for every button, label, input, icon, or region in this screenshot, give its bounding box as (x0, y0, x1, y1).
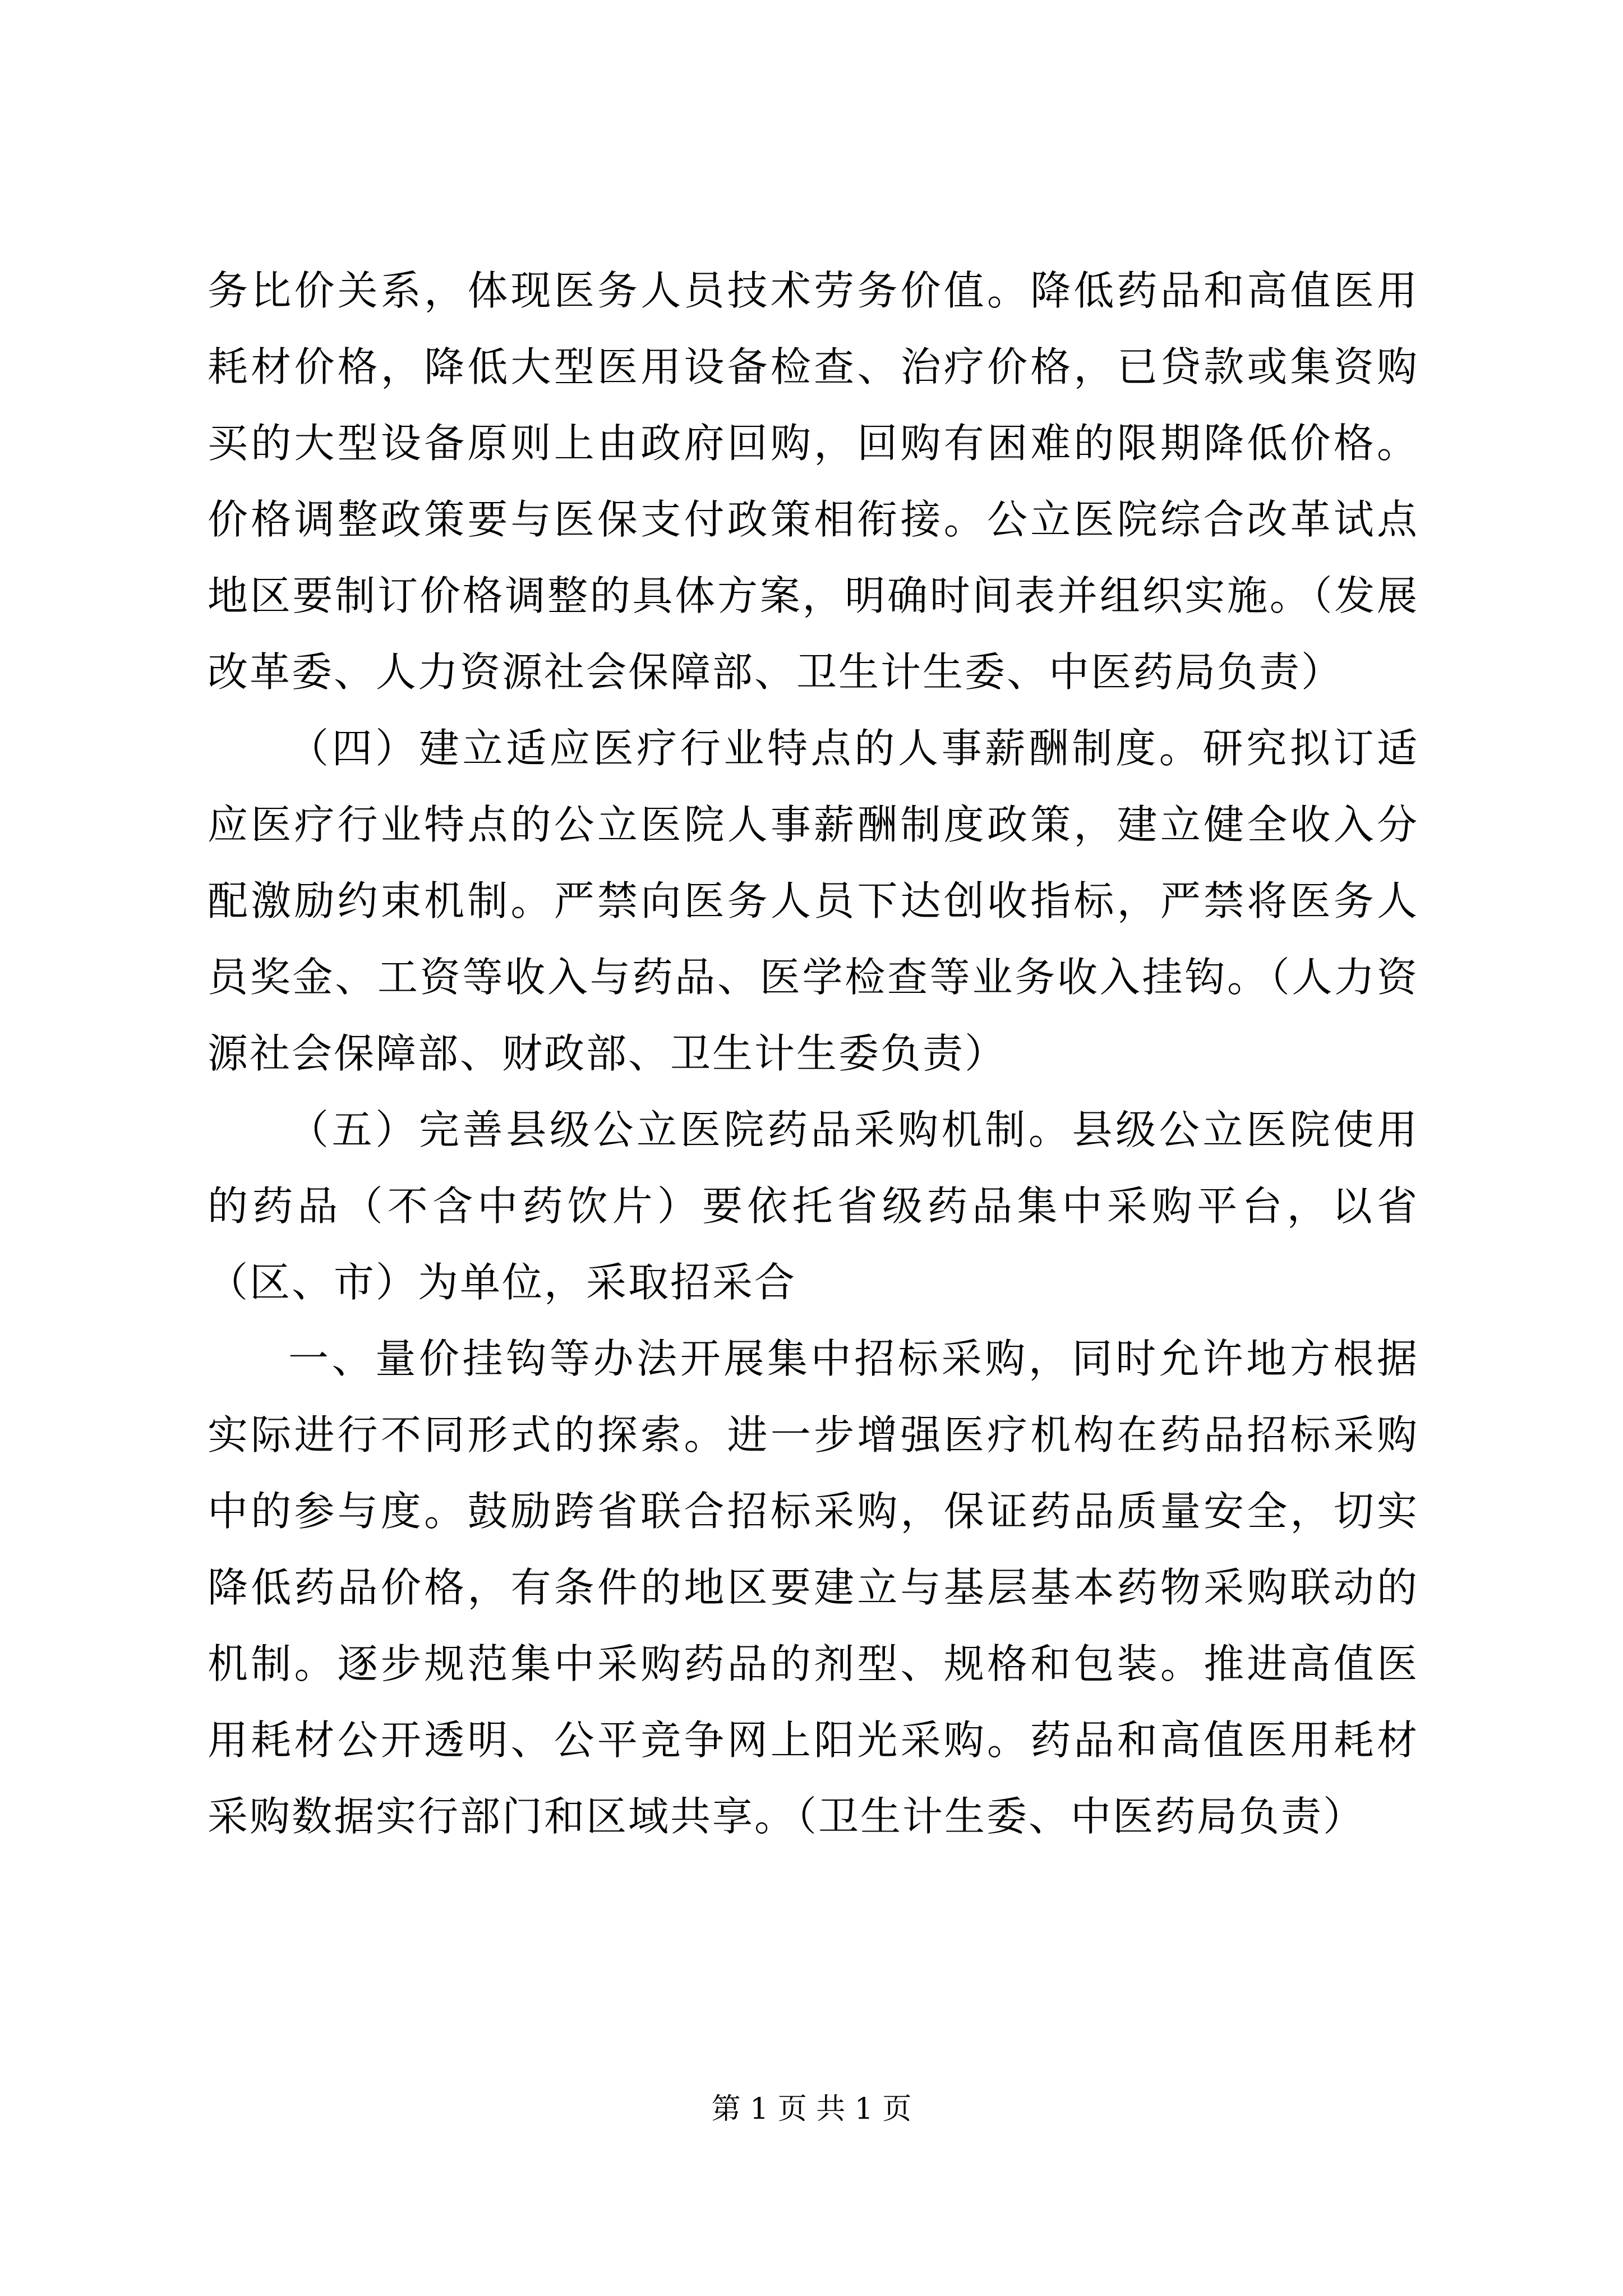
page-footer: 第 1 页 共 1 页 (711, 2092, 912, 2126)
paragraph-4: 一、量价挂钩等办法开展集中招标采购，同时允许地方根据实际进行不同形式的探索。进一步增强医疗机构在药品招标采购中的参与度。鼓励跨省联合招标采购，保证药品质量安全，切实降低药品价格，有条件的地区要建立与基层基本药物采购联动的机制。逐步规范集中采购药品的剂型、规格和包装。推进高值医用耗材公开透明、公平竞争网上阳光采购。药品和高值医用耗材采购数据实行部门和区域共享。（卫生计生委、中医药局负责） (208, 1335, 1419, 1840)
document-body (208, 252, 1419, 1855)
paragraph-3: （五）完善县级公立医院药品采购机制。县级公立医院使用的药品（不含中药饮片）要依托省级药品集中采购平台，以省（区、市）为单位，采取招采合 (208, 1106, 1419, 1306)
paragraph-1: 务比价关系，体现医务人员技术劳务价值。降低药品和高值医用耗材价格，降低大型医用设备检查、治疗价格，已贷款或集资购买的大型设备原则上由政府回购，回购有困难的限期降低价格。价格调整政策要与医保支付政策相衔接。公立医院综合改革试点地区要制订价格调整的具体方案，明确时间表并组织实施。（发展改革委、人力资源社会保障部、卫生计生委、中医药局负责） (208, 267, 1419, 696)
paragraph-2: （四）建立适应医疗行业特点的人事薪酬制度。研究拟订适应医疗行业特点的公立医院人事薪酬制度政策，建立健全收入分配激励约束机制。严禁向医务人员下达创收指标，严禁将医务人员奖金、工资等收入与药品、医学检查等业务收入挂钩。（人力资源社会保障部、财政部、卫生计生委负责） (208, 725, 1419, 1077)
